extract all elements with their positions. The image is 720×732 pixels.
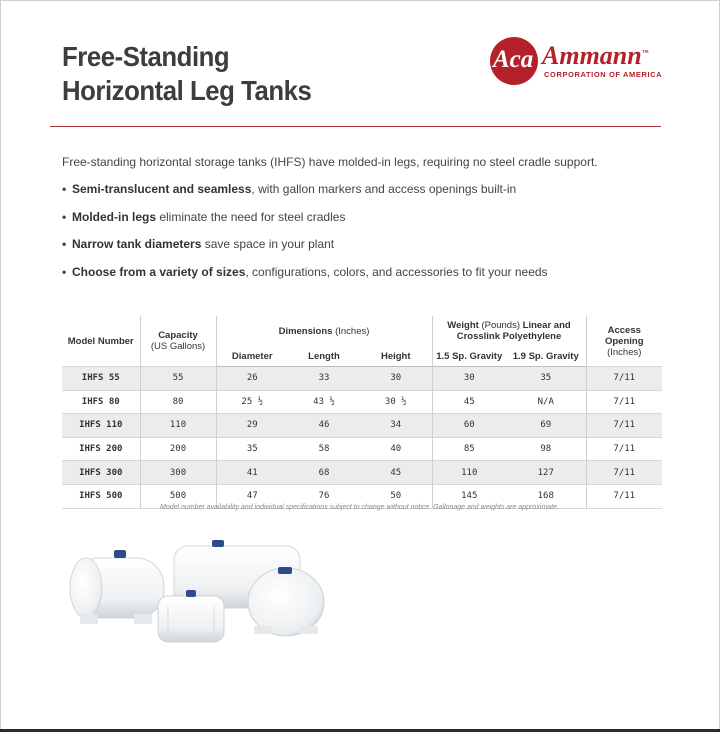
cell-access: 7/11 — [586, 414, 662, 438]
title-line-2: Horizontal Leg Tanks — [62, 75, 312, 106]
cell-access: 7/11 — [586, 367, 662, 391]
logo-subtitle: CORPORATION OF AMERICA — [544, 70, 663, 79]
tank-product-photo — [68, 536, 338, 648]
cell-height: 45 — [360, 461, 432, 485]
cell-model: IHFS 200 — [62, 437, 140, 461]
header-height: Height — [360, 346, 432, 367]
cell-weight-19: N/A — [506, 390, 586, 414]
cell-weight-19: 168 — [506, 484, 586, 508]
tank-left — [70, 550, 164, 624]
feature-item: • Narrow tank diameters save space in your plant — [62, 237, 335, 251]
logo-wordmark: Ammann™ — [542, 41, 649, 70]
page-title — [62, 40, 311, 108]
table-row — [62, 390, 662, 414]
cell-length: 33 — [288, 367, 360, 391]
header-diameter: Diameter — [216, 346, 288, 367]
cell-weight-19: 69 — [506, 414, 586, 438]
cell-diameter: 25 ½ — [216, 390, 288, 414]
header-capacity: Capacity (US Gallons) — [140, 316, 216, 367]
cell-weight-15: 145 — [432, 484, 506, 508]
cell-model: IHFS 80 — [62, 390, 140, 414]
header-weight: Weight (Pounds) Linear and Crosslink Polyethylene — [432, 316, 586, 346]
cell-length: 68 — [288, 461, 360, 485]
cell-access: 7/11 — [586, 437, 662, 461]
cell-capacity: 80 — [140, 390, 216, 414]
cell-length: 58 — [288, 437, 360, 461]
cell-model: IHFS 55 — [62, 367, 140, 391]
table-row — [62, 437, 662, 461]
spec-table — [62, 316, 662, 509]
company-logo — [490, 37, 665, 85]
cell-capacity: 110 — [140, 414, 216, 438]
cell-weight-15: 60 — [432, 414, 506, 438]
table-row — [62, 414, 662, 438]
tank-front-small — [158, 590, 224, 642]
intro-text: Free-standing horizontal storage tanks (IHFS) have molded-in legs, requiring no steel cradle support. — [62, 155, 598, 169]
cell-model: IHFS 300 — [62, 461, 140, 485]
header-sg19: 1.9 Sp. Gravity — [506, 346, 586, 367]
header-sg15: 1.5 Sp. Gravity — [432, 346, 506, 367]
disclaimer-text: Model number availability and individual specifications subject to change without notice. Gallonage and weights are approximate. — [160, 504, 559, 511]
feature-item: • Molded-in legs eliminate the need for steel cradles — [62, 209, 346, 224]
cell-height: 40 — [360, 437, 432, 461]
cell-capacity: 55 — [140, 367, 216, 391]
cell-height: 30 ½ — [360, 390, 432, 414]
cell-weight-19: 98 — [506, 437, 586, 461]
cell-model: IHFS 500 — [62, 484, 140, 508]
feature-list — [62, 182, 548, 292]
header-access-opening: Access Opening (Inches) — [586, 316, 662, 367]
cell-diameter: 35 — [216, 437, 288, 461]
cell-capacity: 300 — [140, 461, 216, 485]
cell-height: 34 — [360, 414, 432, 438]
cell-diameter: 47 — [216, 484, 288, 508]
tank-right — [248, 567, 324, 636]
feature-item: • Choose from a variety of sizes, configurations, colors, and accessories to fit your needs — [62, 264, 548, 279]
header-model: Model Number — [67, 335, 134, 347]
cell-diameter: 41 — [216, 461, 288, 485]
cell-weight-15: 45 — [432, 390, 506, 414]
cell-weight-15: 85 — [432, 437, 506, 461]
table-row — [62, 367, 662, 391]
cell-weight-19: 35 — [506, 367, 586, 391]
logo-badge — [490, 37, 538, 85]
cell-model: IHFS 110 — [62, 414, 140, 438]
cell-diameter: 29 — [216, 414, 288, 438]
title-line-1: Free-Standing — [62, 41, 230, 72]
logo-badge-text: Aca — [493, 46, 534, 73]
cell-access: 7/11 — [586, 390, 662, 414]
header-length: Length — [288, 346, 360, 367]
header-divider — [50, 126, 661, 127]
cell-height: 50 — [360, 484, 432, 508]
cell-diameter: 26 — [216, 367, 288, 391]
cell-weight-19: 127 — [506, 461, 586, 485]
cell-capacity: 200 — [140, 437, 216, 461]
feature-item: • Semi-translucent and seamless, with gallon markers and access openings built-in — [62, 182, 517, 196]
cell-access: 7/11 — [586, 484, 662, 508]
cell-weight-15: 30 — [432, 367, 506, 391]
cell-height: 30 — [360, 367, 432, 391]
cell-length: 46 — [288, 414, 360, 438]
table-row — [62, 461, 662, 485]
cell-capacity: 500 — [140, 484, 216, 508]
cell-access: 7/11 — [586, 461, 662, 485]
cell-length: 43 ½ — [288, 390, 360, 414]
cell-weight-15: 110 — [432, 461, 506, 485]
header-dimensions: Dimensions (Inches) — [216, 316, 432, 346]
cell-length: 76 — [288, 484, 360, 508]
